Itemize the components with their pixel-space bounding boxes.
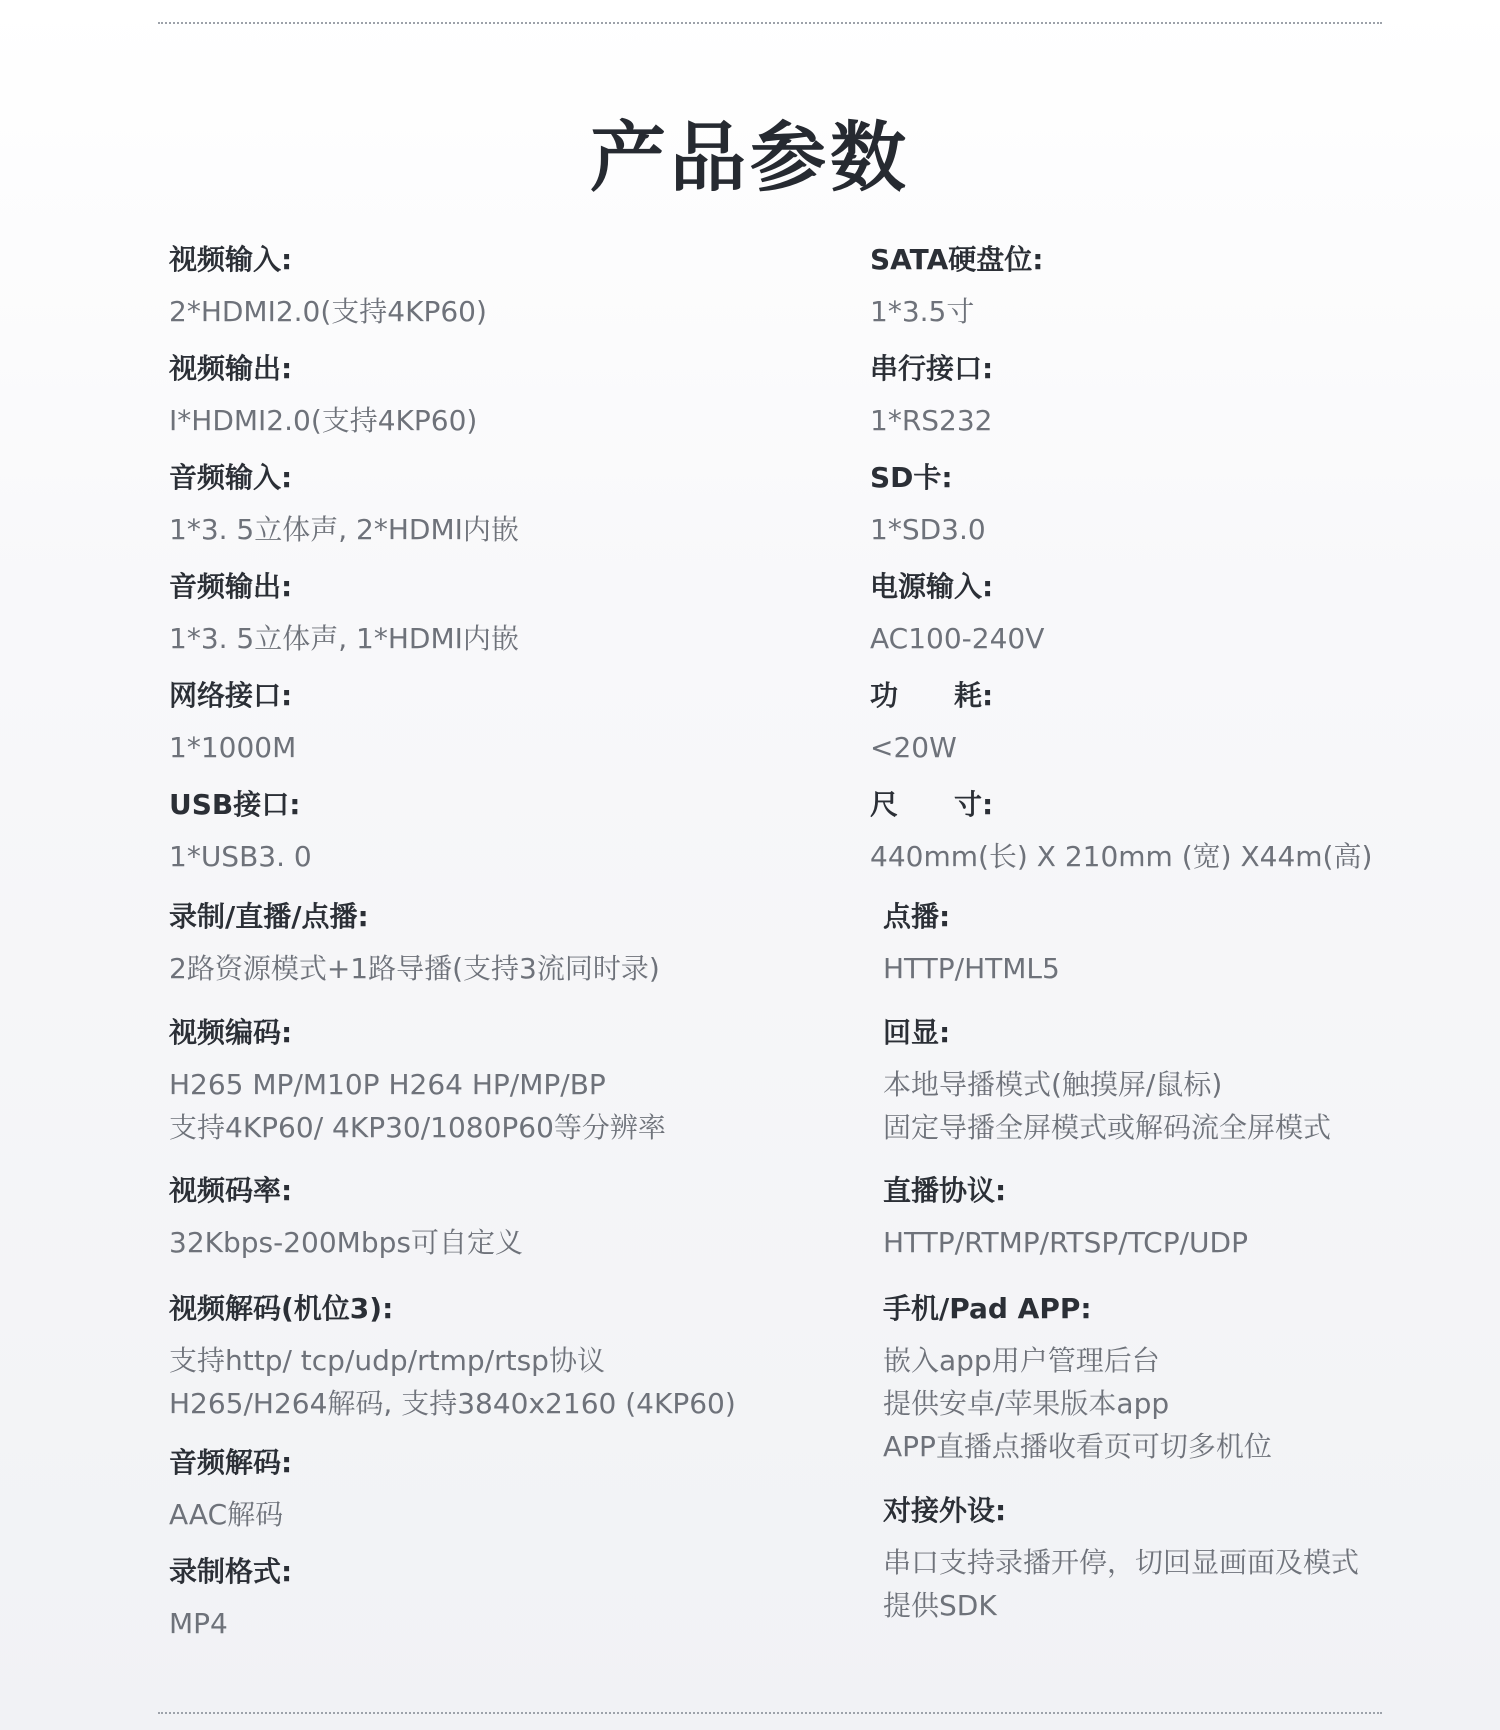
spec-values [870,726,993,769]
spec-audio-input [169,460,519,551]
spec-values [883,947,1060,990]
spec-values [169,1063,666,1149]
spec-value: 提供安卓/苹果版本app [883,1387,1170,1420]
spec-label: 音频输入: [169,461,293,494]
spec-peripherals [883,1493,1359,1627]
spec-label: USB接口: [169,788,301,821]
bottom-divider [158,1712,1382,1714]
spec-value: 2*HDMI2.0(支持4KP60) [169,295,487,328]
spec-values [870,399,993,442]
spec-label: 网络接口: [169,679,293,712]
spec-values [883,1063,1331,1149]
spec-label: 视频输入: [169,243,293,276]
spec-value: 1*RS232 [870,404,993,437]
spec-label: 串行接口: [870,352,994,385]
spec-value: <20W [870,731,957,764]
spec-power-consumption [870,678,993,769]
spec-value: H265/H264解码, 支持3840x2160 (4KP60) [169,1387,736,1420]
spec-values [883,1339,1272,1468]
spec-label: 尺 寸: [870,788,994,821]
spec-value: MP4 [169,1607,228,1640]
spec-values [870,290,1043,333]
spec-record-format [169,1554,292,1645]
spec-audio-output [169,569,519,660]
spec-label: 对接外设: [883,1494,1007,1527]
spec-video-decoding [169,1291,736,1425]
spec-values [169,508,519,551]
spec-value: AC100-240V [870,622,1045,655]
spec-label: SATA硬盘位: [870,243,1044,276]
spec-label: 视频输出: [169,352,293,385]
spec-label: 录制格式: [169,1555,293,1588]
spec-value: AAC解码 [169,1498,284,1531]
spec-values [169,835,312,878]
spec-values [169,1339,736,1425]
spec-value: H265 MP/M10P H264 HP/MP/BP [169,1068,606,1101]
spec-value: 提供SDK [883,1589,997,1622]
spec-video-output [169,351,477,442]
spec-network-port [169,678,296,769]
spec-label: 音频输出: [169,570,293,603]
spec-sd-card [870,460,986,551]
spec-label: 视频码率: [169,1174,293,1207]
spec-value: 1*3. 5立体声, 1*HDMI内嵌 [169,622,519,655]
spec-values [870,508,986,551]
spec-record-live-vod [169,899,660,990]
spec-label: 录制/直播/点播: [169,900,369,933]
spec-mobile-app [883,1291,1272,1468]
spec-value: 本地导播模式(触摸屏/鼠标) [883,1068,1223,1101]
spec-value: 32Kbps-200Mbps可自定义 [169,1226,523,1259]
spec-vod [883,899,1060,990]
spec-label: 手机/Pad APP: [883,1292,1092,1325]
spec-values [870,835,1372,878]
spec-value: APP直播点播收看页可切多机位 [883,1430,1272,1463]
spec-video-input [169,242,487,333]
spec-label: 音频解码: [169,1446,293,1479]
spec-label: 视频解码(机位3): [169,1292,394,1325]
spec-video-bitrate [169,1173,523,1264]
spec-value: 1*3.5寸 [870,295,975,328]
spec-values [169,1221,523,1264]
spec-value: 嵌入app用户管理后台 [883,1344,1160,1377]
spec-values [169,617,519,660]
spec-values [883,1541,1359,1627]
spec-values [169,947,660,990]
spec-label: 回显: [883,1016,951,1049]
spec-playback-display [883,1015,1331,1149]
spec-values [169,1602,292,1645]
spec-label: 电源输入: [870,570,994,603]
spec-value: 1*USB3. 0 [169,840,312,873]
spec-value: 支持4KP60/ 4KP30/1080P60等分辨率 [169,1111,666,1144]
spec-sata-bay [870,242,1043,333]
spec-values [169,726,296,769]
spec-values [169,1493,292,1536]
spec-live-protocol [883,1173,1248,1264]
spec-usb-port [169,787,312,878]
spec-value: 2路资源模式+1路导播(支持3流同时录) [169,952,660,985]
spec-video-encoding [169,1015,666,1149]
spec-value: 支持http/ tcp/udp/rtmp/rtsp协议 [169,1344,605,1377]
spec-value: 1*3. 5立体声, 2*HDMI内嵌 [169,513,519,546]
spec-values [883,1221,1248,1264]
spec-serial-port [870,351,993,442]
spec-label: 视频编码: [169,1016,293,1049]
spec-value: 1*1000M [169,731,297,764]
spec-values [169,290,487,333]
spec-label: 直播协议: [883,1174,1007,1207]
spec-values [870,617,1044,660]
spec-value: 串口支持录播开停，切回显画面及模式 [883,1546,1360,1579]
spec-value: 固定导播全屏模式或解码流全屏模式 [883,1111,1332,1144]
spec-value: HTTP/RTMP/RTSP/TCP/UDP [883,1226,1248,1259]
spec-value: HTTP/HTML5 [883,952,1060,985]
top-divider [158,22,1382,24]
spec-audio-decoding [169,1445,292,1536]
spec-power-input [870,569,1044,660]
spec-dimensions [870,787,1372,878]
spec-value: 440mm(长) X 210mm (宽) X44m(高) [870,840,1373,873]
spec-label: 点播: [883,900,951,933]
spec-label: 功 耗: [870,679,994,712]
page-title: 产品参数 [590,113,910,202]
spec-value: 1*SD3.0 [870,513,986,546]
spec-label: SD卡: [870,461,953,494]
spec-values [169,399,477,442]
spec-value: I*HDMI2.0(支持4KP60) [169,404,478,437]
